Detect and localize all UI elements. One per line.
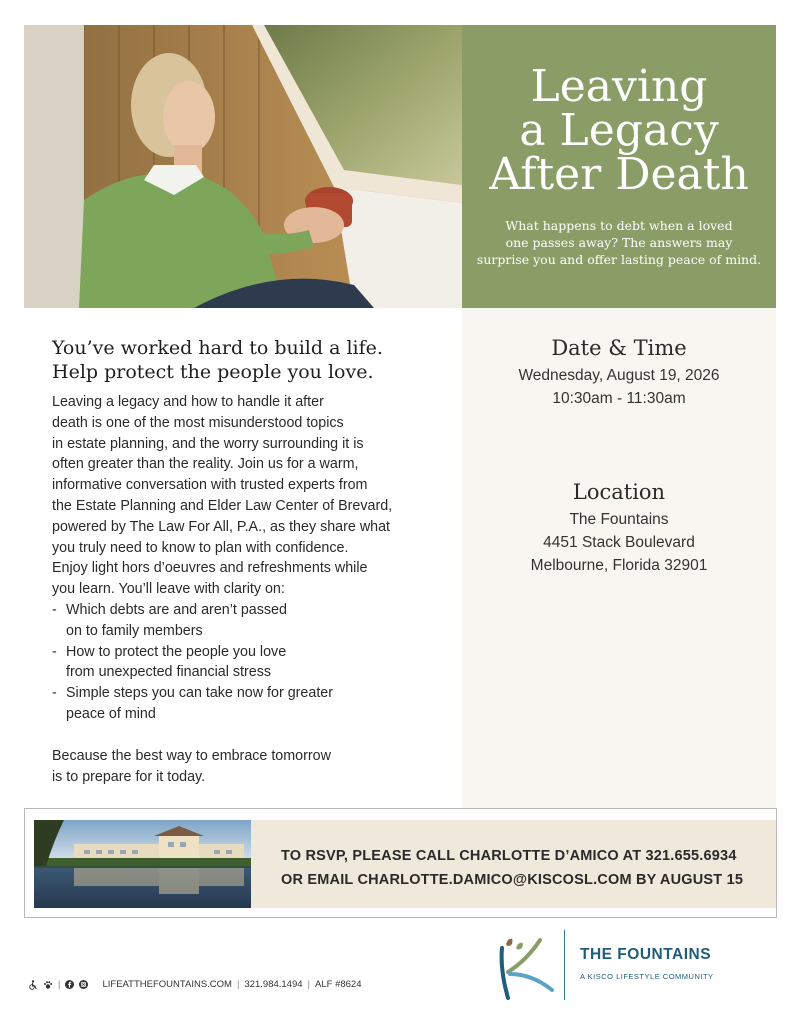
closing-line: Because the best way to embrace tomorrow bbox=[52, 747, 331, 764]
fountains-logo bbox=[492, 930, 762, 1002]
body-line: you truly need to know to plan with confidence. bbox=[52, 539, 349, 556]
bullet-line: How to protect the people you love bbox=[66, 643, 287, 660]
bullet-dash: - bbox=[52, 601, 57, 618]
paw-icon bbox=[43, 980, 53, 990]
bullet-line: from unexpected financial stress bbox=[66, 664, 272, 681]
hero-panel bbox=[462, 25, 776, 308]
footer-divider: | bbox=[307, 979, 311, 990]
instagram-icon[interactable] bbox=[79, 980, 88, 989]
rsvp-photo bbox=[34, 820, 251, 908]
bullet-line: on to family members bbox=[66, 622, 203, 639]
rsvp-text bbox=[281, 844, 743, 892]
body-line: often greater than the reality. Join us for a warm, bbox=[52, 456, 359, 473]
bullet-line: Simple steps you can take now for greater bbox=[66, 685, 334, 702]
footer-divider: | bbox=[58, 979, 61, 990]
event-title-line: Leaving bbox=[530, 61, 708, 112]
wheelchair-icon bbox=[28, 980, 38, 990]
lead-heading-line: You’ve worked hard to build a life. bbox=[52, 337, 383, 359]
date-time-heading: Date & Time bbox=[551, 336, 687, 360]
footer-contact bbox=[28, 979, 362, 990]
rsvp-line: OR EMAIL CHARLOTTE.DAMICO@KISCOSL.COM BY AUGUST 15 bbox=[281, 872, 744, 888]
footer-website[interactable]: LIFEATTHEFOUNTAINS.COM bbox=[102, 979, 232, 990]
bullet-item bbox=[52, 600, 457, 642]
bullet-item bbox=[52, 683, 457, 725]
facebook-icon[interactable] bbox=[65, 980, 74, 989]
event-subtitle-line: one passes away? The answers may bbox=[505, 235, 733, 250]
body-line: you learn. You’ll leave with clarity on: bbox=[52, 581, 285, 598]
woman-by-window-photo bbox=[24, 25, 462, 308]
location-name: The Fountains bbox=[569, 511, 669, 528]
body-line: Leaving a legacy and how to handle it after bbox=[52, 394, 324, 410]
rsvp-box bbox=[24, 808, 777, 918]
body-line: death is one of the most misunderstood topics bbox=[52, 414, 344, 431]
event-title-line: After Death bbox=[489, 149, 749, 200]
body-line: the Estate Planning and Elder Law Center of Brevard, bbox=[52, 497, 393, 514]
event-subtitle-line: What happens to debt when a loved bbox=[505, 218, 733, 233]
logo-tagline: A KISCO LIFESTYLE COMMUNITY bbox=[580, 972, 714, 981]
bullet-dash: - bbox=[52, 643, 57, 660]
hero-photo bbox=[24, 25, 462, 308]
location-street: 4451 Stack Boulevard bbox=[543, 534, 695, 551]
event-title-line: a Legacy bbox=[519, 105, 719, 156]
event-subtitle-line: surprise you and offer lasting peace of mind. bbox=[476, 252, 762, 267]
bullet-line: Which debts are and aren’t passed bbox=[66, 601, 287, 618]
lead-heading bbox=[52, 336, 452, 384]
closing-line: is to prepare for it today. bbox=[52, 768, 206, 785]
footer-license: ALF #8624 bbox=[315, 979, 362, 990]
bullet-item bbox=[52, 642, 457, 684]
lead-heading-line: Help protect the people you love. bbox=[52, 361, 374, 383]
resort-lake-photo bbox=[34, 820, 251, 908]
footer-phone[interactable]: 321.984.1494 bbox=[244, 979, 303, 990]
kisco-logo-icon bbox=[492, 930, 558, 1002]
event-title bbox=[462, 61, 776, 200]
body-line: in estate planning, and the worry surrounding it is bbox=[52, 435, 364, 452]
bullet-line: peace of mind bbox=[66, 705, 156, 722]
event-details-column bbox=[462, 308, 776, 808]
rsvp-line: TO RSVP, PLEASE CALL CHARLOTTE D’AMICO AT 321.655.6934 bbox=[281, 848, 737, 864]
location-city: Melbourne, Florida 32901 bbox=[530, 557, 708, 574]
location-heading: Location bbox=[572, 480, 666, 504]
body-copy bbox=[52, 392, 457, 787]
rsvp-band bbox=[251, 820, 776, 908]
body-line: powered by The Law For All, P.A., as they share what bbox=[52, 518, 391, 535]
body-line: informative conversation with trusted experts from bbox=[52, 477, 368, 494]
bullet-dash: - bbox=[52, 685, 57, 702]
footer-divider: | bbox=[236, 979, 240, 990]
event-subtitle bbox=[472, 217, 766, 268]
logo-name: THE FOUNTAINS bbox=[580, 946, 712, 963]
event-date: Wednesday, August 19, 2026 bbox=[518, 367, 720, 384]
event-time: 10:30am - 11:30am bbox=[552, 390, 686, 407]
body-line: Enjoy light hors d’oeuvres and refreshments while bbox=[52, 560, 368, 577]
logo-divider bbox=[564, 930, 565, 1000]
